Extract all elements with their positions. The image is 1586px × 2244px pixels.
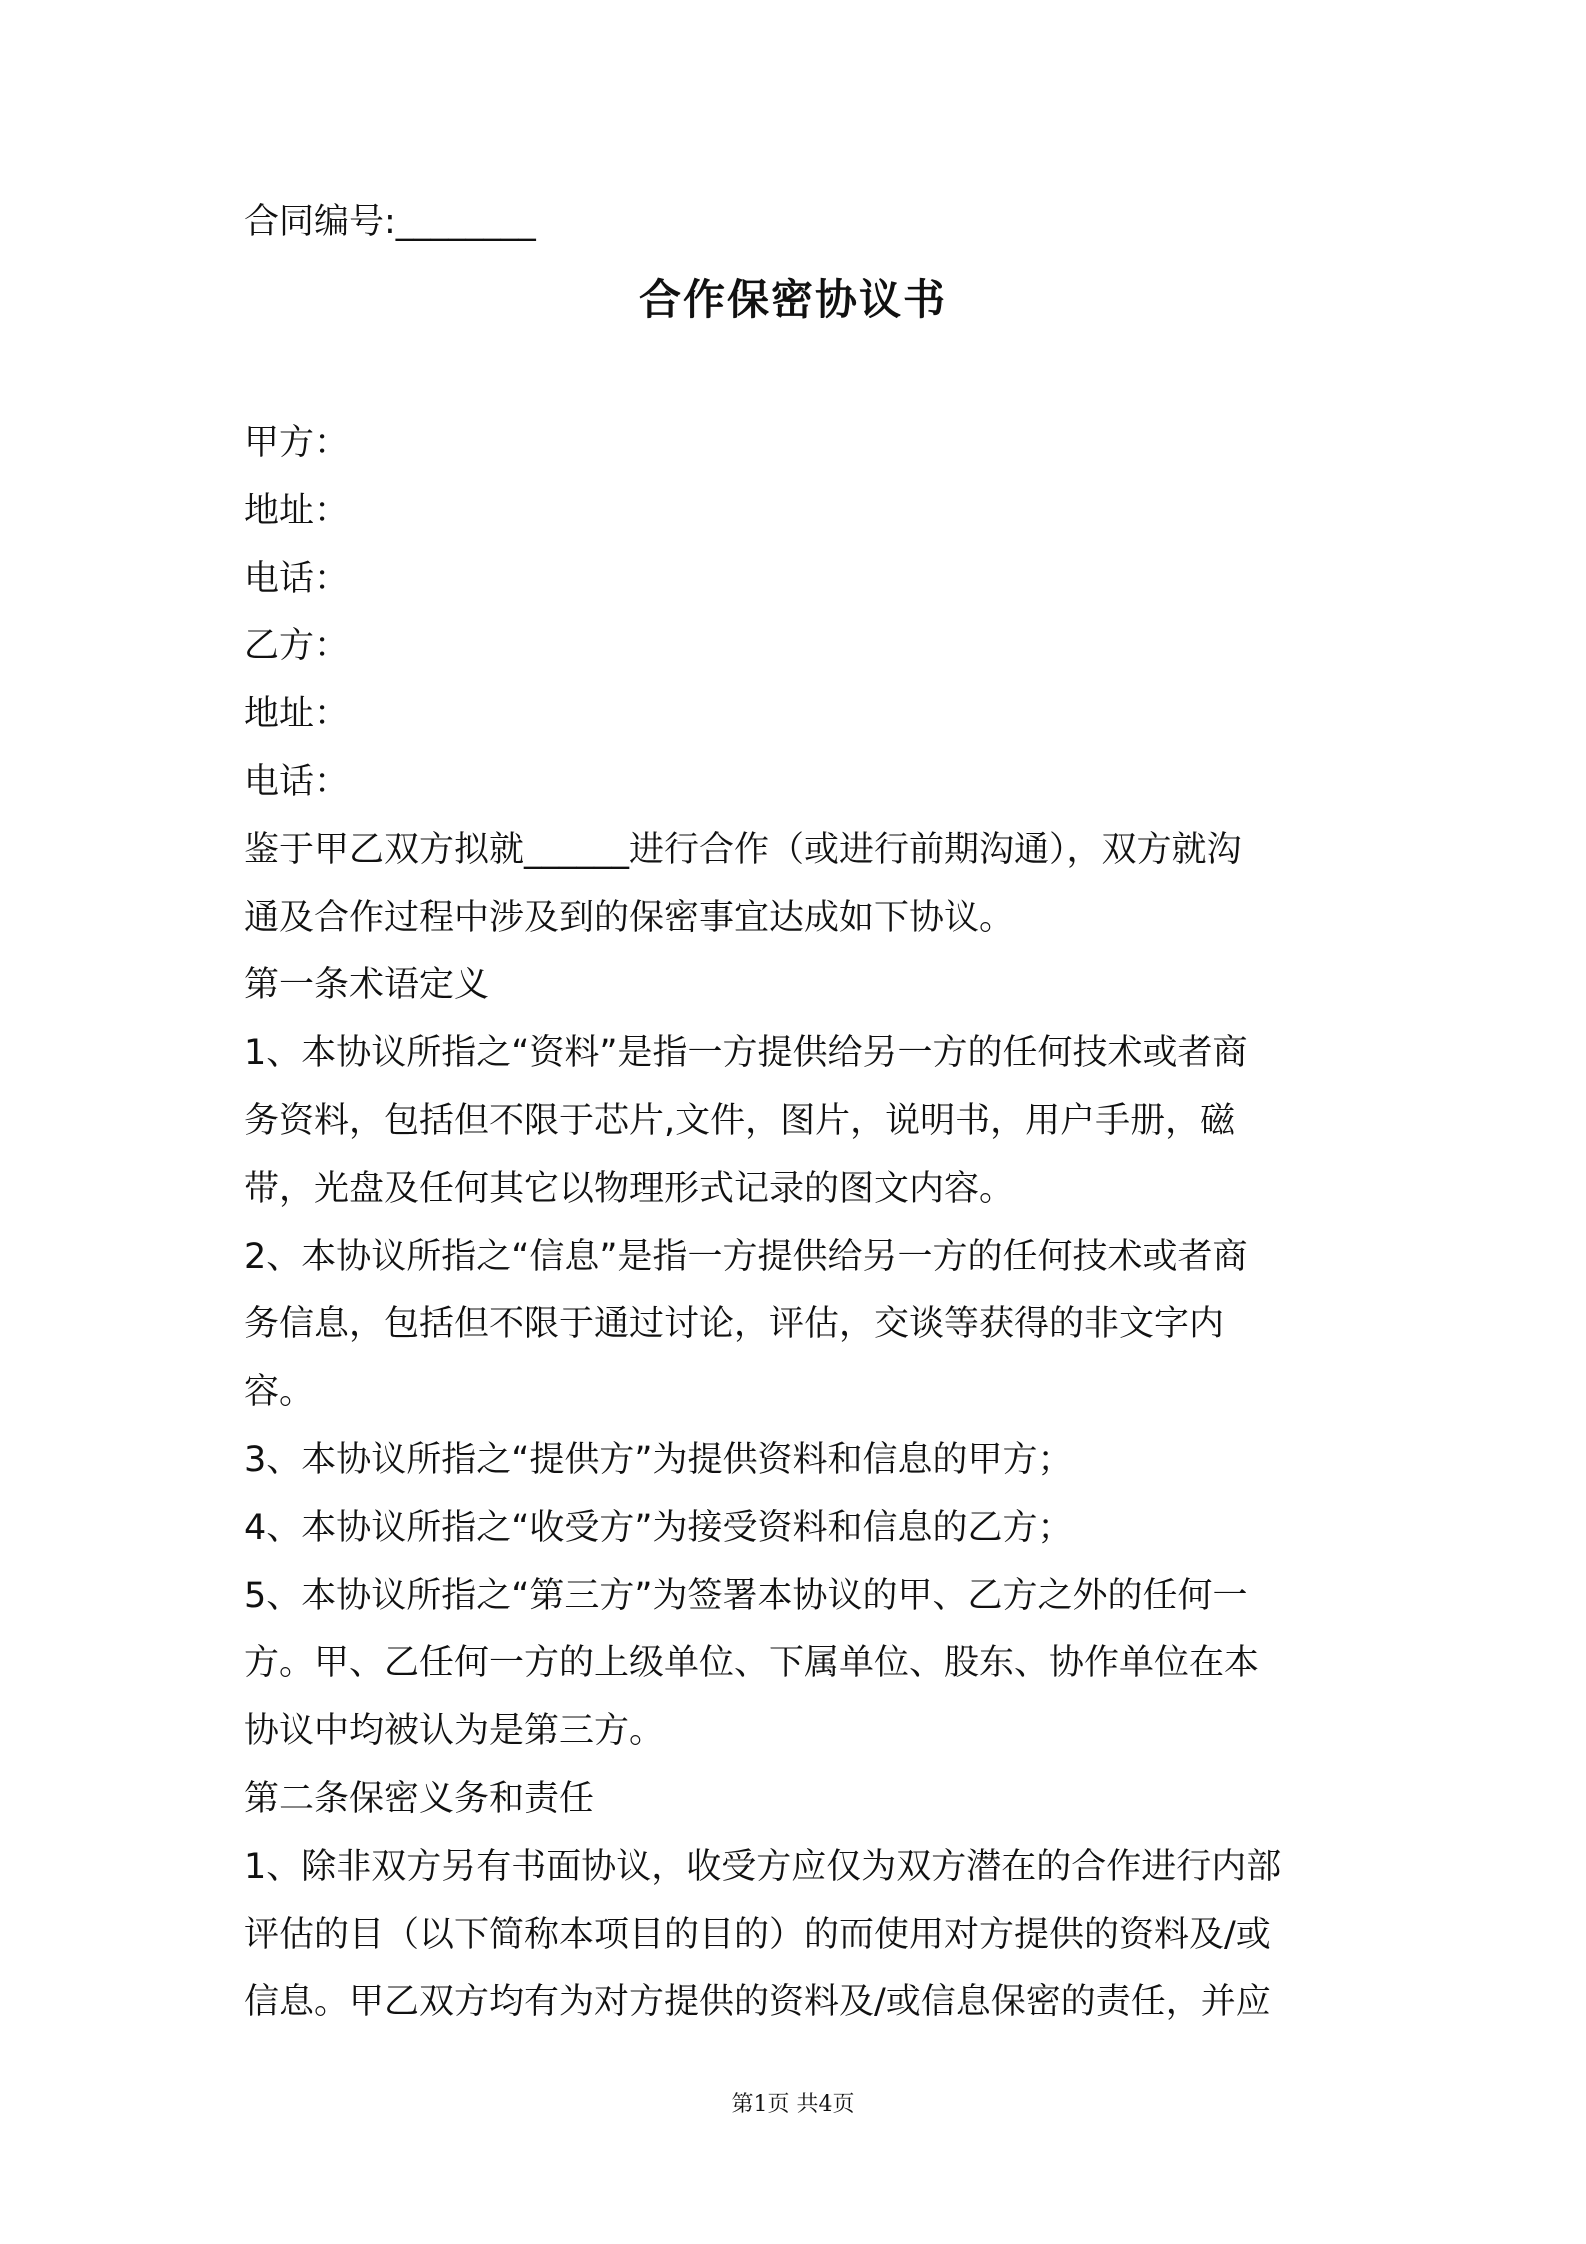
article-2-heading: 第二条保密义务和责任 <box>244 1778 595 1819</box>
contract-number-label: 合同编号:________ <box>244 202 536 242</box>
page-indicator: 第1页 共4页 <box>731 2092 855 2117</box>
document-body <box>244 410 1344 2037</box>
party-a-address-label: 地址： <box>244 490 350 531</box>
article-2-clause-1-line: 1、除非双方另有书面协议，收受方应仅为双方潜在的合作进行内部 <box>244 1846 1282 1887</box>
document-title: 合作保密协议书 <box>638 275 947 324</box>
article-1-clause-1-line: 1、本协议所指之“资料”是指一方提供给另一方的任何技术或者商 <box>244 1033 1248 1074</box>
article-1-clause-5-line: 5、本协议所指之“第三方”为签署本协议的甲、乙方之外的任何一 <box>244 1575 1248 1616</box>
article-1-clause-5-line: 方。甲、乙任何一方的上级单位、下属单位、股东、协作单位在本 <box>244 1643 1260 1684</box>
preamble-line: 通及合作过程中涉及到的保密事宜达成如下协议。 <box>244 897 1015 938</box>
party-a-label: 甲方： <box>244 423 350 463</box>
party-b-phone-label: 电话： <box>244 761 350 802</box>
article-1-clause-2-line: 2、本协议所指之“信息”是指一方提供给另一方的任何技术或者商 <box>244 1236 1248 1277</box>
article-1-clause-5-line: 协议中均被认为是第三方。 <box>244 1711 665 1752</box>
article-1-clause-1-line: 务资料，包括但不限于芯片,文件，图片，说明书，用户手册，磁 <box>244 1100 1236 1141</box>
article-2-clause-1-line: 信息。甲乙双方均有为对方提供的资料及/或信息保密的责任，并应 <box>244 1982 1271 2023</box>
preamble-line: 鉴于甲乙双方拟就______进行合作（或进行前期沟通），双方就沟 <box>244 829 1242 870</box>
party-b-label: 乙方： <box>244 626 350 667</box>
party-a-phone-label: 电话： <box>244 558 350 599</box>
article-2-clause-1-line: 评估的目（以下简称本项目的目的）的而使用对方提供的资料及/或 <box>244 1914 1271 1955</box>
party-b-address-label: 地址： <box>244 694 350 735</box>
article-1-heading: 第一条术语定义 <box>244 965 490 1006</box>
article-1-clause-2-line: 容。 <box>244 1372 315 1413</box>
article-1-clause-4: 4、本协议所指之“收受方”为接受资料和信息的乙方； <box>244 1507 1073 1548</box>
article-1-clause-3: 3、本协议所指之“提供方”为提供资料和信息的甲方； <box>244 1439 1073 1480</box>
article-1-clause-1-line: 带，光盘及任何其它以物理形式记录的图文内容。 <box>244 1168 1015 1209</box>
article-1-clause-2-line: 务信息，包括但不限于通过讨论，评估，交谈等获得的非文字内 <box>244 1304 1225 1345</box>
